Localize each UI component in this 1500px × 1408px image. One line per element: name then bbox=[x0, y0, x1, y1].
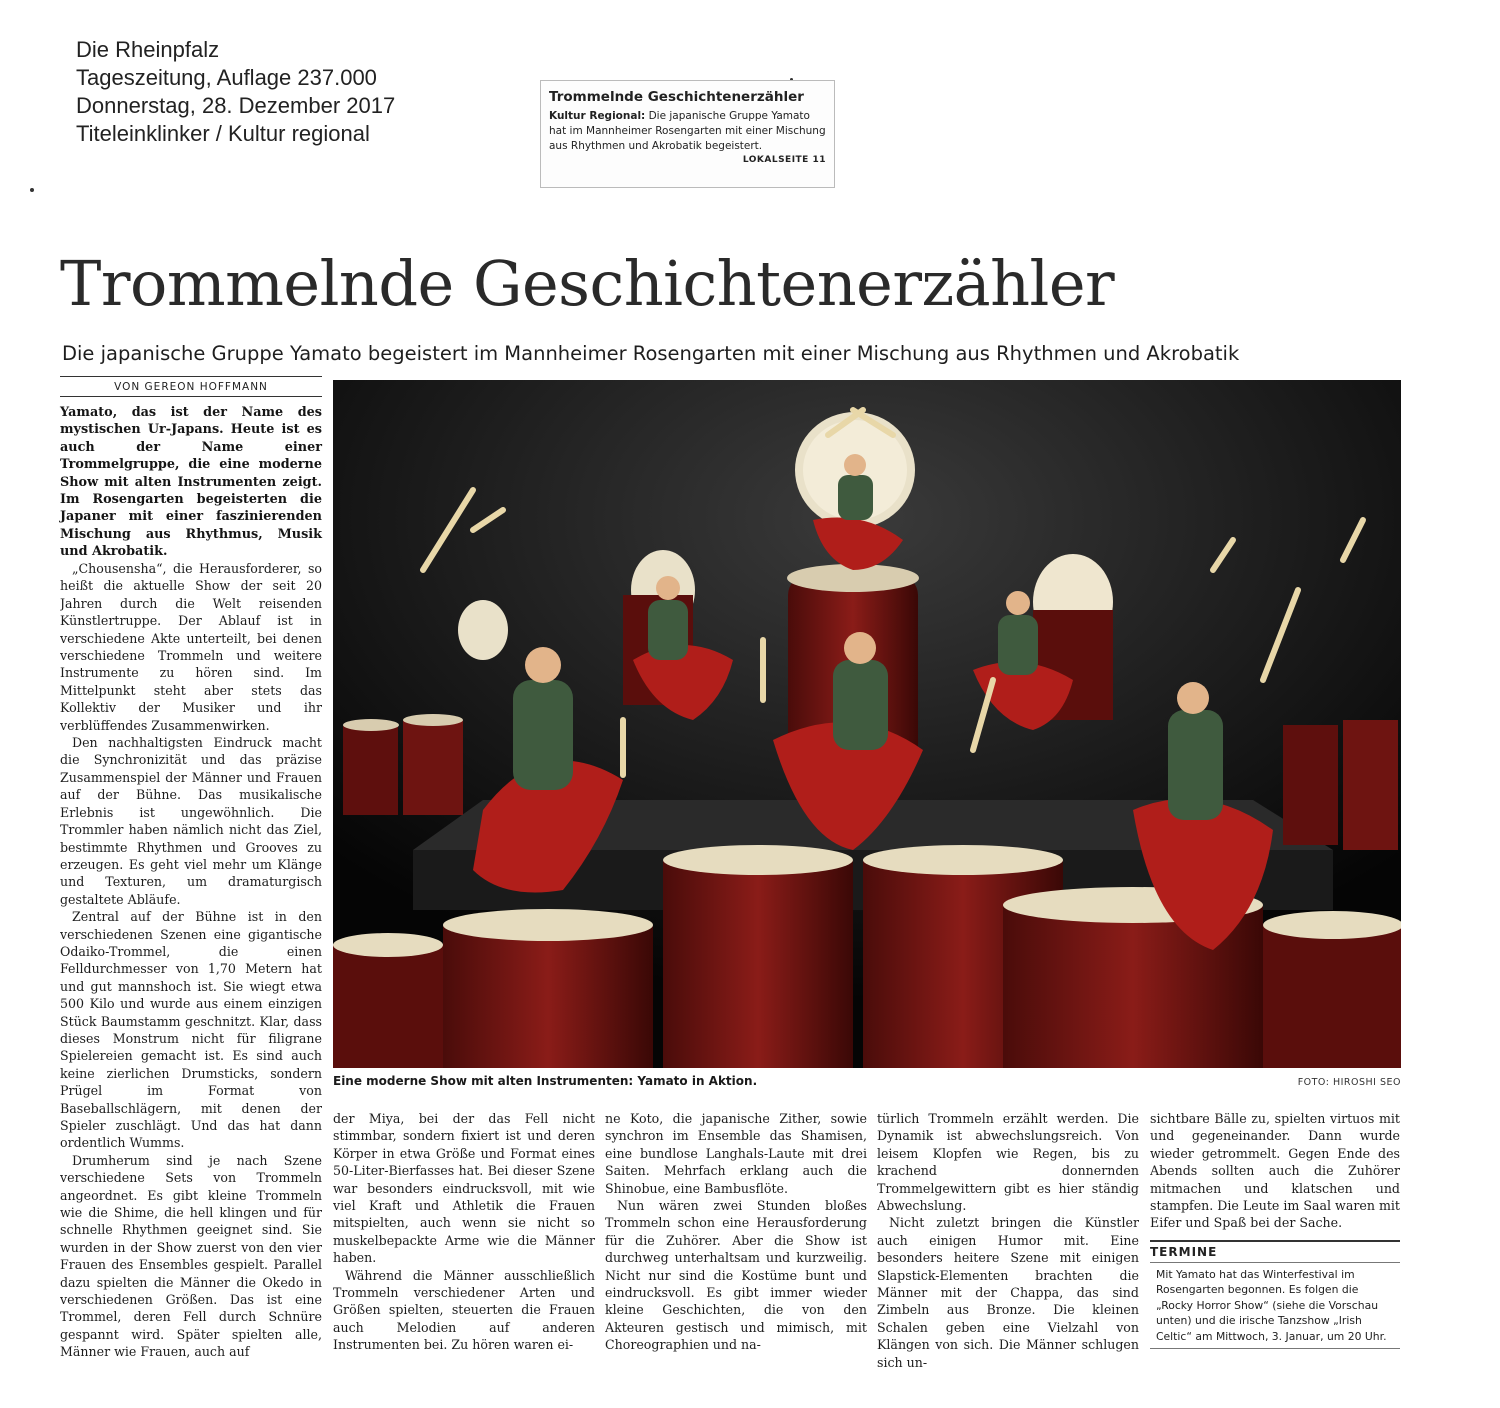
paragraph: Nicht zuletzt bringen die Künstler auch einigen Humor mit. Eine besonders heitere Szene mit einigen Slapstick-Elementen brachten die Männer mit der Chappa, das sind Zimbeln aus Bronze. Die kleinen Schalen geben eine Vielzahl von Klängen von sich. Die Männer schlugen sich un- bbox=[877, 1215, 1139, 1370]
paragraph: Nun wären zwei Stunden bloßes Trommeln schon eine Herausforderung für die Zuhörer. Aber die Show ist durchweg unterhaltsam und kurzweilig. Nicht nur sind die Kostüme bunt und eindrucksvoll. Es gibt immer wieder kleine Geschichten, die von den Akteuren gestisch und mimisch, mit Choreographien und na- bbox=[605, 1198, 867, 1353]
article-subhead: Die japanische Gruppe Yamato begeistert im Mannheimer Rosengarten mit einer Mischung aus Rhythmen und Akrobatik bbox=[62, 342, 1240, 365]
publication-section: Titeleinklinker / Kultur regional bbox=[76, 121, 370, 146]
paragraph: der Miya, bei der das Fell nicht stimmbar, sondern fixiert ist und deren Körper in etwa Größe und Format eines 50-Liter-Bierfasses hat. Bei dieser Szene war besonders eindrucksvoll, mit wie viel Kraft und Athletik die Frauen mitspielten, auch wenn sie nicht so muskelbepackte Arme wie die Männer haben. bbox=[333, 1111, 595, 1266]
clipping-meta bbox=[76, 36, 395, 148]
termine-heading: TERMINE bbox=[1150, 1240, 1400, 1259]
teaser-body bbox=[549, 109, 826, 165]
article-column-3 bbox=[605, 1110, 867, 1395]
paragraph: türlich Trommeln erzählt werden. Die Dynamik ist abwechslungsreich. Von leisem Klopfen wie Regen, bis zu krachend donnernden Trommelgewittern gibt es hier ständig Abwechslung. bbox=[877, 1111, 1139, 1214]
paragraph: Den nachhaltigsten Eindruck macht die Synchronizität und das präzise Zusammenspiel der Männer und Frauen auf der Bühne. Das musikalische Erlebnis ist ungewöhnlich. Die Trommler haben nämlich nicht das Ziel, bestimmte Rhythmen und Grooves zu erzeugen. Es geht viel mehr um Klänge und Texturen, um dramaturgisch gestaltete Abläufe. bbox=[60, 735, 322, 907]
article-column-5 bbox=[1150, 1110, 1400, 1250]
article-column-4 bbox=[877, 1110, 1139, 1395]
photo-caption: Eine moderne Show mit alten Instrumenten: Yamato in Aktion. bbox=[333, 1074, 758, 1088]
publication-name: Die Rheinpfalz bbox=[76, 37, 220, 62]
teaser-page-ref: LOKALSEITE 11 bbox=[742, 155, 826, 165]
article-photo bbox=[333, 380, 1401, 1068]
publication-type: Tageszeitung, Auflage 237.000 bbox=[76, 65, 377, 90]
paragraph: sichtbare Bälle zu, spielten virtuos mit und gegeneinander. Dann wurde wieder getrommelt. Gegen Ende des Abends sollten auch die Zuhörer mitmachen und klatschen und stampfen. Die Leute im Saal waren mit Eifer und Spaß bei der Sache. bbox=[1150, 1111, 1400, 1231]
paragraph: „Chousensha“, die Herausforderer, so heißt die aktuelle Show der seit 20 Jahren durch die Welt reisenden Künstlertruppe. Der Ablauf ist in verschiedene Akte unterteilt, bei denen verschiedene Trommeln und weitere Instrumente zu hören sind. Im Mittelpunkt steht aber stets das Kollektiv der Musiker und ihr verblüffendes Zusammenwirken. bbox=[60, 561, 322, 733]
paragraph: Zentral auf der Bühne ist in den verschiedenen Szenen eine gigantische Odaiko-Trommel, die einen Felldurchmesser von 1,70 Metern hat und gut mannshoch ist. Sie wiegt etwa 500 Kilo und wurde aus einem einzigen Stück Baumstamm geschnitzt. Klar, dass dieses Monstrum nicht für filigrane Spielereien gemacht ist. Es sind auch keine zierlichen Drumsticks, sondern Prügel im Format von Baseballschlägern, mit denen der Spieler zuschlägt. Und das hat dann ordentlich Wumms. bbox=[60, 909, 322, 1151]
teaser-text: Die japanische Gruppe Yamato hat im Mannheimer Rosengarten mit einer Mischung aus Rhythmen und Akrobatik begeistert. bbox=[549, 110, 826, 152]
teaser-title: Trommelnde Geschichtenerzähler bbox=[549, 89, 804, 105]
teaser-box bbox=[540, 80, 835, 188]
paragraph: ne Koto, die japanische Zither, sowie synchron im Ensemble das Shamisen, eine bundlose Langhals-Laute mit drei Saiten. Mehrfach erklang auch die Shinobue, eine Bambusflöte. bbox=[605, 1111, 867, 1196]
termine-text: Mit Yamato hat das Winterfestival im Rosengarten begonnen. Es folgen die „Rocky Horror Show“ (siehe die Vorschau unten) und die irische Tanzshow „Irish Celtic“ am Mittwoch, 3. Januar, um 20 Uhr. bbox=[1150, 1262, 1400, 1349]
photo-credit: FOTO: HIROSHI SEO bbox=[1297, 1077, 1401, 1088]
article-column-1 bbox=[60, 560, 322, 1395]
paragraph: Drumherum sind je nach Szene verschiedene Sets von Trommeln angeordnet. Es gibt kleine Trommeln wie die Shime, die hell klingen und für schnelle Rhythmen geeignet sind. Sie wurden in der Show zuerst von den vier Frauen des Ensembles gespielt. Parallel dazu spielten die Männer die Okedo in verschiedenen Größen. Das ist eine Trommel, deren Fell durch Schnüre gespannt wird. Später spielten alle, Männer wie Frauen, auch auf bbox=[60, 1152, 322, 1360]
article-headline: Trommelnde Geschichtenerzähler bbox=[60, 247, 1115, 320]
publication-date: Donnerstag, 28. Dezember 2017 bbox=[76, 93, 396, 118]
article-lead: Yamato, das ist der Name des mystischen Ur-Japans. Heute ist es auch der Name einer Trommelgruppe, die eine moderne Show mit alten Instrumenten zeigt. Im Rosengarten begeisterten die Japaner mit einer faszinierenden Mischung aus Rhythmus, Musik und Akrobatik. bbox=[60, 405, 322, 560]
drum-performance-illustration bbox=[333, 380, 1401, 1068]
article-column-2 bbox=[333, 1110, 595, 1395]
teaser-label: Kultur Regional: bbox=[549, 110, 646, 122]
paragraph: Während die Männer ausschließlich Trommeln verschiedener Arten und Größen spielten, steuerten die Frauen auch Melodien auf anderen Instrumenten bei. Zu hören waren ei- bbox=[333, 1267, 595, 1353]
article-byline: VON GEREON HOFFMANN bbox=[60, 376, 322, 397]
scan-dot bbox=[30, 188, 34, 192]
